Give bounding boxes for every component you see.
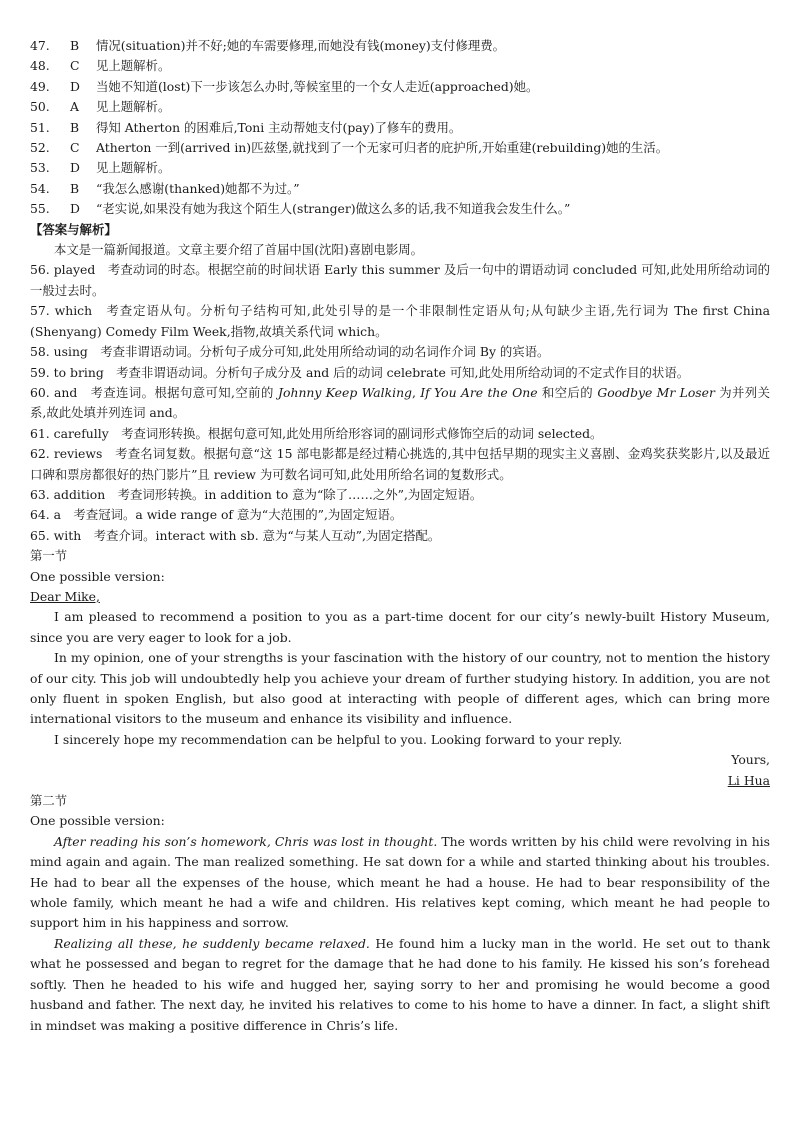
- letter-paragraph: I sincerely hope my recommendation can be helpful to you. Looking forward to your reply.: [54, 731, 623, 747]
- answer-60: [30, 383, 770, 424]
- section-header: 【答案与解析】: [30, 221, 117, 237]
- answer-49: [30, 77, 770, 97]
- answer-explanation: 见上题解析。: [96, 160, 171, 176]
- film-title: Goodbye Mr Loser: [597, 384, 715, 400]
- story-paragraph-1: [30, 832, 770, 934]
- answer-50: [30, 97, 770, 117]
- answer-letter: D: [70, 160, 80, 176]
- answer-explanation: 得知 Atherton 的困难后,Toni 主动帮她支付(pay)了修车的费用。: [96, 119, 462, 135]
- answer-explanation: 当她不知道(lost)下一步该怎么办时,等候室里的一个女人走近(approached)她。: [96, 78, 539, 94]
- answer-explanation: 见上题解析。: [96, 99, 171, 115]
- answer-47: [30, 36, 770, 56]
- answer-63: 63. addition 考查词形转换。in addition to 意为“除了……之外”,为固定短语。: [30, 486, 483, 502]
- answer-letter: A: [70, 99, 79, 115]
- writing-section-1: [30, 546, 770, 791]
- film-title: If You Are the One: [420, 384, 538, 400]
- answer-number: 49.: [30, 78, 50, 94]
- answer-letter: B: [70, 119, 80, 135]
- story-body: The words written by his child were revolving in his mind again and again. The man realized something. He sat down for a while and started thinking about his troubles. He had to bear all the expenses of the house, which meant he had a house. He had to bear responsibility of the whole family, which meant he had a wife and children. His relatives kept coming, which meant he had people to support him in his happiness and sorrow.: [30, 833, 770, 931]
- version-label: One possible version:: [30, 813, 165, 829]
- answer-explanation: “老实说,如果没有她为我这个陌生人(stranger)做这么多的话,我不知道我会发生什么。”: [96, 201, 571, 217]
- answer-number: 47.: [30, 38, 50, 53]
- answer-53: [30, 158, 770, 178]
- letter-paragraph: I am pleased to recommend a position to you as a part-time docent for our city’s newly-built History Museum, since you are very eager to look for a job.: [30, 609, 770, 645]
- answer-57: 57. which 考查定语从句。分析句子结构可知,此处引导的是一个非限制性定语从句;从句缺少主语,先行词为 The first China (Shenyang) Comedy Film Week,指物,故填关系代词 which。: [30, 303, 770, 339]
- letter-signature: Li Hua: [727, 772, 770, 788]
- answer-62: 62. reviews 考查名词复数。根据句意“这 15 部电影都是经过精心挑选的,其中包括早期的现实主义喜剧、金鸡奖获奖影片,以及最近口碑和票房都很好的热门影片”且 review 为可数名词可知,此处用所给名词的复数形式。: [30, 446, 770, 482]
- answer-56: 56. played 考查动词的时态。根据空前的时间状语 Early this summer 及后一句中的谓语动词 concluded 可知,此处用所给动词的一般过去时。: [30, 262, 770, 298]
- film-title: Johnny Keep Walking: [278, 384, 412, 400]
- answers-list-reading: [30, 36, 770, 220]
- answer-letter: D: [70, 201, 80, 217]
- answer-60-end: 为并列关系,故此处填并列连词 and。: [30, 384, 770, 421]
- answer-65: 65. with 考查介词。interact with sb. 意为“与某人互动”,为固定搭配。: [30, 527, 441, 543]
- answer-number: 50.: [30, 99, 50, 115]
- answer-64: 64. a 考查冠词。a wide range of 意为“大范围的”,为固定短语。: [30, 507, 403, 523]
- answer-explanation: Atherton 一到(arrived in)匹兹堡,就找到了一个无家可归者的庇护所,开始重建(rebuilding)她的生活。: [96, 140, 669, 156]
- section-title: 第一节: [30, 548, 68, 564]
- answer-48: [30, 56, 770, 76]
- letter-paragraph: In my opinion, one of your strengths is your fascination with the history of our country, not to mention the history of our city. This job will undoubtedly help you achieve your dream of further studying history. In addition, you are not only fluent in spoken English, but also good at interacting with people of different ages, which can bring more international visitors to the museum and enhance its visibility and influence.: [30, 650, 770, 727]
- answer-number: 55.: [30, 201, 50, 217]
- letter-closing: Yours,: [731, 752, 770, 768]
- answer-letter: B: [70, 180, 80, 196]
- answer-51: [30, 118, 770, 138]
- answer-61: 61. carefully 考查词形转换。根据句意可知,此处用所给形容词的副词形式修饰空后的动词 selected。: [30, 425, 603, 441]
- answer-number: 53.: [30, 160, 50, 176]
- writing-section-2: [30, 791, 770, 1036]
- answer-letter: C: [70, 58, 80, 74]
- answer-59: 59. to bring 考查非谓语动词。分析句子成分及 and 后的动词 celebrate 可知,此处用所给动词的不定式作目的状语。: [30, 364, 690, 380]
- version-label: One possible version:: [30, 568, 165, 584]
- answer-letter: D: [70, 78, 80, 94]
- story-opening-sentence: Realizing all these, he suddenly became relaxed.: [54, 935, 370, 951]
- answer-52: [30, 138, 770, 158]
- answer-60-lead: 60. and 考查连词。根据句意可知,空前的: [30, 384, 279, 400]
- answer-letter: C: [70, 140, 80, 156]
- answer-number: 48.: [30, 58, 50, 74]
- section-title: 第二节: [30, 793, 68, 809]
- answer-number: 51.: [30, 119, 50, 135]
- answer-60-mid: 和空后的: [537, 384, 598, 400]
- answer-explanation: 情况(situation)并不好;她的车需要修理,而她没有钱(money)支付修理费。: [96, 38, 506, 53]
- story-body: He found him a lucky man in the world. He set out to thank what he possessed and began to regret for the damage that he had done to his family. He kissed his son’s forehead softly. Then he headed to his wife and hugged her, saying sorry to her and promising he would become a good husband and father. The next day, he invited his relatives to come to his home to have a dinner. In fact, a slight shift in mindset was making a positive difference in Chris’s life.: [30, 935, 770, 1033]
- answer-page: [30, 36, 770, 1036]
- answer-number: 52.: [30, 140, 50, 156]
- letter-salutation: Dear Mike,: [30, 588, 100, 604]
- story-paragraph-2: [30, 934, 770, 1036]
- passage-intro: 本文是一篇新闻报道。文章主要介绍了首届中国(沈阳)喜剧电影周。: [54, 242, 423, 258]
- answer-letter: B: [70, 38, 80, 53]
- answer-55: [30, 199, 770, 219]
- answer-54: [30, 179, 770, 199]
- story-opening-sentence: After reading his son’s homework, Chris was lost in thought.: [54, 833, 438, 849]
- answer-explanation: 见上题解析。: [96, 58, 171, 74]
- separator: ,: [411, 384, 421, 400]
- answer-58: 58. using 考查非谓语动词。分析句子成分可知,此处用所给动词的动名词作介词 By 的宾语。: [30, 344, 550, 360]
- answer-explanation: “我怎么感谢(thanked)她都不为过。”: [96, 180, 300, 196]
- answers-list-grammar: [30, 260, 770, 546]
- answer-number: 54.: [30, 180, 50, 196]
